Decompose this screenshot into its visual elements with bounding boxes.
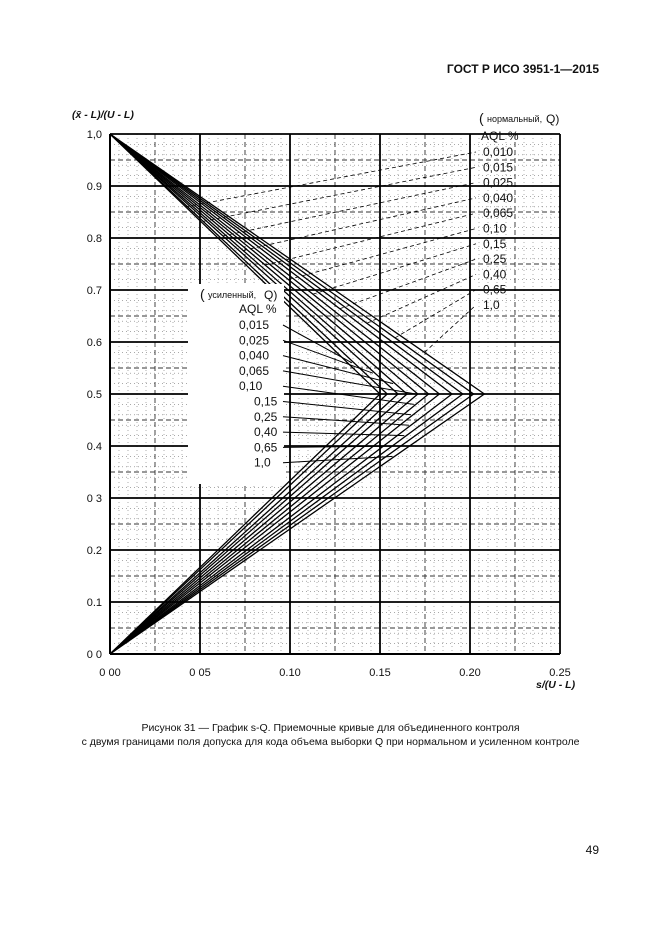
tightened-legend-label: 0,065 <box>239 363 270 378</box>
x-tick-label: 0.10 <box>279 667 301 679</box>
normal-leader-line <box>424 305 476 352</box>
tightened-legend-title: усиленный, <box>208 290 257 300</box>
normal-legend-label: 0,065 <box>483 206 514 221</box>
normal-leader-line <box>395 290 476 338</box>
tightened-legend-label: 0,15 <box>254 394 278 409</box>
tightened-legend-label: 1,0 <box>254 455 271 470</box>
normal-leader-line <box>340 259 476 309</box>
normal-legend-subtitle: AQL % <box>481 129 519 143</box>
normal-legend-label: 0,040 <box>483 190 514 205</box>
y-tick-label: 0.5 <box>86 389 102 401</box>
x-tick-label: 0.15 <box>369 667 391 679</box>
tightened-legend-label: 0,040 <box>239 348 270 363</box>
normal-legend <box>479 110 559 312</box>
normal-legend-label: 0,40 <box>483 267 507 282</box>
figure-caption <box>0 721 661 749</box>
x-tick-label: 0.20 <box>459 667 481 679</box>
normal-legend-label: 0,25 <box>483 252 507 267</box>
x-tick-label: 0.25 <box>549 667 571 679</box>
y-tick-label: 0 0 <box>86 649 102 661</box>
x-tick-label: 0 05 <box>189 667 211 679</box>
normal-legend-label: 0,010 <box>483 145 514 159</box>
page-number: 49 <box>585 843 599 857</box>
tightened-leader-line <box>283 386 414 404</box>
normal-legend-labels <box>483 145 513 312</box>
y-tick-label: 0.2 <box>86 545 102 557</box>
normal-leader-line <box>313 244 476 294</box>
y-tick-label: 0.6 <box>86 337 102 349</box>
normal-leader-line <box>367 274 476 323</box>
y-tick-label: 0.8 <box>86 233 102 245</box>
x-tick-label: 0 00 <box>99 667 121 679</box>
tightened-legend-label: 0,10 <box>239 379 263 394</box>
tightened-legend-label: 0,65 <box>254 440 278 455</box>
tightened-legend-subtitle: AQL % <box>239 302 277 316</box>
y-tick-label: 0 3 <box>86 493 102 505</box>
tightened-legend-label: 0,25 <box>254 409 278 424</box>
figure-caption-line-2: с двумя границами поля допуска для кода объема выборки Q при нормальном и усиленном контроле <box>81 736 580 748</box>
tightened-leader-line <box>283 371 416 394</box>
normal-legend-title: нормальный, <box>487 114 543 124</box>
y-tick-label: 0.1 <box>86 597 102 609</box>
y-tick-label: 0.4 <box>86 441 102 453</box>
tightened-legend-label: 0,40 <box>254 425 278 440</box>
y-tick-label: 1,0 <box>86 129 102 141</box>
normal-legend-label: 0,65 <box>483 282 507 297</box>
normal-legend-label: 0,10 <box>483 221 507 236</box>
normal-legend-label: 0,15 <box>483 236 507 251</box>
normal-legend-open-paren: ( <box>479 110 484 126</box>
normal-leader-line <box>223 183 476 236</box>
tightened-legend-label: 0,025 <box>239 333 270 348</box>
tightened-leader-line <box>283 402 411 415</box>
x-axis-label: s/(U - L) <box>536 679 576 691</box>
document-header: ГОСТ Р ИСО 3951-1—2015 <box>446 62 599 76</box>
y-axis-label: (x̄ - L)/(U - L) <box>72 109 134 121</box>
normal-legend-label: 0,015 <box>483 160 514 175</box>
normal-legend-label: 0,025 <box>483 175 514 190</box>
figure-caption-line-1: Рисунок 31 — График s-Q. Приемочные кривые для объединенного контроля <box>141 722 520 734</box>
tightened-legend-title-q: Q) <box>264 288 278 302</box>
normal-legend-title-q: Q) <box>546 112 560 126</box>
tightened-legend-label: 0,015 <box>239 318 270 332</box>
normal-legend-label: 1,0 <box>483 298 500 312</box>
tightened-legend-open-paren: ( <box>200 286 205 302</box>
normal-leader-line <box>203 167 476 221</box>
y-tick-label: 0.7 <box>86 285 102 297</box>
y-tick-label: 0.9 <box>86 181 102 193</box>
